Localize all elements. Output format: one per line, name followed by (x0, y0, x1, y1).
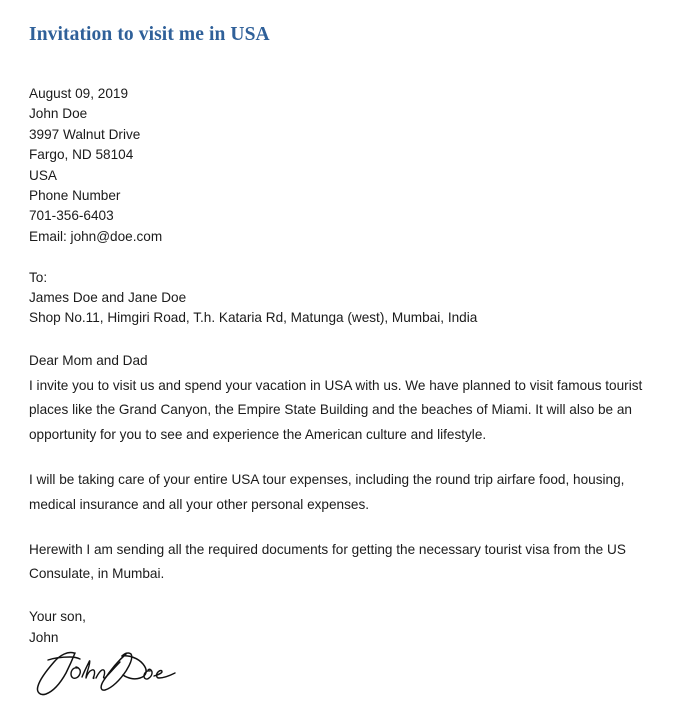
signature-image (30, 649, 180, 701)
sender-date: August 09, 2019 (29, 86, 129, 101)
recipient-block (29, 268, 657, 329)
sender-street: 3997 Walnut Drive (29, 126, 141, 142)
sender-block (29, 84, 657, 247)
sender-name: John Doe (29, 106, 88, 122)
recipient-names: James Doe and Jane Doe (29, 290, 187, 306)
recipient-address: Shop No.11, Himgiri Road, T.h. Kataria Rd, Matunga (west), Mumbai, India (29, 310, 478, 326)
block-spacer (29, 247, 657, 267)
signer-name: John (29, 629, 59, 645)
letter-body (29, 84, 657, 701)
body-paragraph-3: Herewith I am sending all the required documents for getting the necessary tourist visa from the US Consulate, in Mumbai. (29, 541, 626, 582)
sender-phone-label: Phone Number (29, 188, 121, 204)
sender-phone: 701-356-6403 (29, 208, 114, 224)
paragraph-spacer (29, 517, 657, 537)
paragraph-spacer (29, 587, 657, 607)
closing-block (29, 607, 657, 648)
body-paragraph-2: I will be taking care of your entire USA tour expenses, including the round trip airfare food, housing, medical insurance and all your other personal expenses. (29, 472, 625, 512)
valediction: Your son, (29, 609, 86, 625)
paragraph-spacer (29, 448, 657, 468)
sender-country: USA (29, 167, 57, 183)
block-spacer (29, 329, 657, 349)
sender-city-state-zip: Fargo, ND 58104 (29, 147, 134, 163)
body-paragraph-1: I invite you to visit us and spend your vacation in USA with us. We have planned to visit famous tourist places like the Grand Canyon, the Empire State Building and the beaches of Miami. It will also be an opportunity for you to see and experience the American culture and lifestyle. (29, 377, 643, 443)
recipient-to-label: To: (29, 269, 48, 285)
sender-email: Email: john@doe.com (29, 228, 163, 244)
salutation: Dear Mom and Dad (29, 353, 148, 369)
page-title: Invitation to visit me in USA (29, 24, 270, 45)
